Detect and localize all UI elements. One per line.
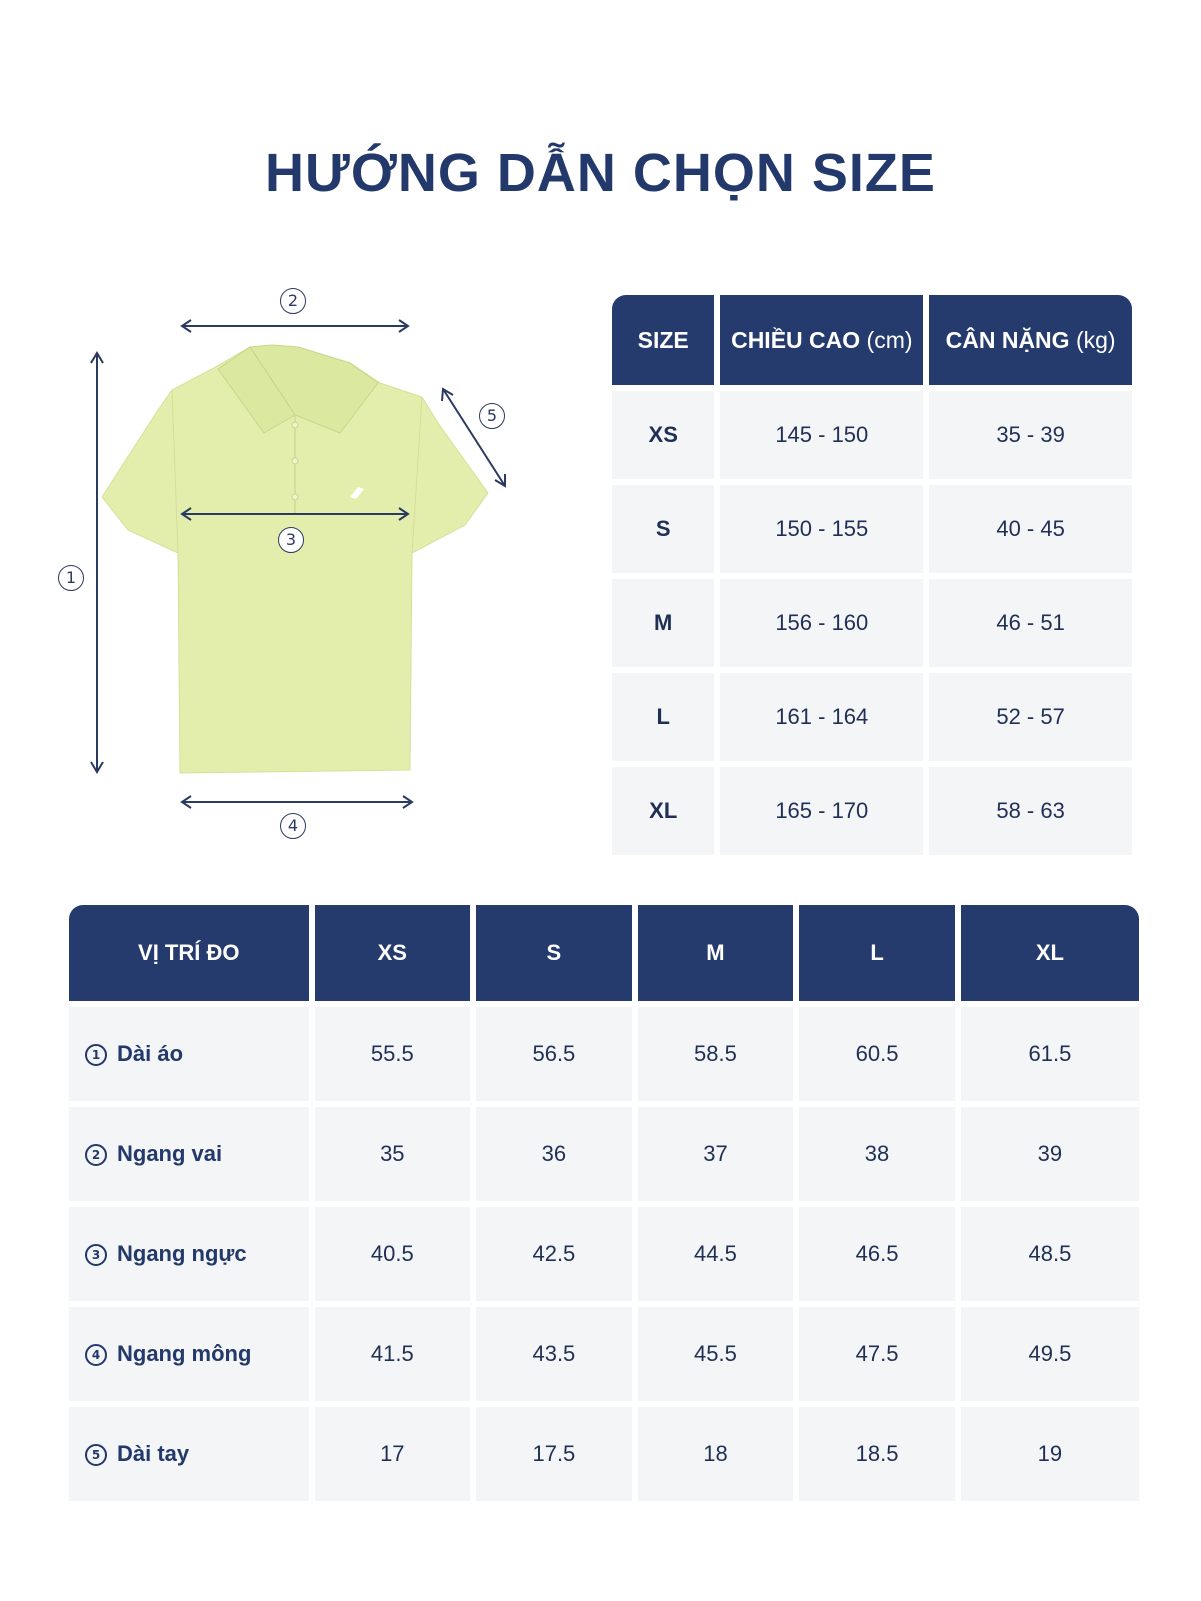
height-header-unit: (cm) (866, 326, 913, 353)
number-badge: 5 (85, 1444, 107, 1466)
size-table-header (612, 295, 1132, 385)
table-row (69, 1207, 1139, 1301)
measure-cell: 43.5 (476, 1307, 632, 1401)
measure-cell: 61.5 (961, 1007, 1139, 1101)
size-header: SIZE (612, 295, 714, 385)
size-cell: XL (612, 767, 714, 855)
table-row (69, 1307, 1139, 1401)
marker-1: 1 (58, 565, 84, 591)
height-header-label: CHIỀU CAO (731, 326, 861, 353)
measure-label (69, 1007, 309, 1101)
page-title: HƯỚNG DẪN CHỌN SIZE (265, 143, 936, 203)
measure-cell: 39 (961, 1107, 1139, 1201)
measure-cell: 36 (476, 1107, 632, 1201)
size-col-header: L (799, 905, 955, 1001)
height-cell: 156 - 160 (720, 579, 923, 667)
measure-label (69, 1407, 309, 1501)
measure-cell: 47.5 (799, 1307, 955, 1401)
table-row (69, 1007, 1139, 1101)
measure-cell: 42.5 (476, 1207, 632, 1301)
table-row (612, 579, 1132, 667)
weight-header (929, 295, 1132, 385)
measure-cell: 48.5 (961, 1207, 1139, 1301)
size-cell: L (612, 673, 714, 761)
table-row (612, 767, 1132, 855)
measure-cell: 46.5 (799, 1207, 955, 1301)
measure-cell: 40.5 (315, 1207, 471, 1301)
measure-label-text: Dài áo (117, 1041, 184, 1066)
measure-cell: 60.5 (799, 1007, 955, 1101)
size-col-header: M (638, 905, 794, 1001)
measure-label-text: Ngang vai (117, 1141, 223, 1166)
height-cell: 145 - 150 (720, 391, 923, 479)
height-header (720, 295, 923, 385)
weight-header-label: CÂN NẶNG (945, 326, 1070, 353)
marker-2: 2 (280, 288, 306, 314)
size-col-header: XS (315, 905, 471, 1001)
measure-cell: 17.5 (476, 1407, 632, 1501)
marker-3: 3 (278, 527, 304, 553)
measure-cell: 35 (315, 1107, 471, 1201)
measure-label (69, 1307, 309, 1401)
weight-cell: 40 - 45 (929, 485, 1132, 573)
table-row (69, 1407, 1139, 1501)
size-cell: S (612, 485, 714, 573)
table-row (612, 391, 1132, 479)
measure-label (69, 1107, 309, 1201)
measure-cell: 45.5 (638, 1307, 794, 1401)
size-cell: M (612, 579, 714, 667)
measure-cell: 56.5 (476, 1007, 632, 1101)
number-badge: 4 (85, 1344, 107, 1366)
measure-cell: 19 (961, 1407, 1139, 1501)
table-row (612, 673, 1132, 761)
number-badge: 2 (85, 1144, 107, 1166)
measure-label-text: Ngang mông (117, 1341, 252, 1366)
size-col-header: XL (961, 905, 1139, 1001)
measure-cell: 41.5 (315, 1307, 471, 1401)
shirt-diagram (50, 285, 530, 865)
size-col-header: S (476, 905, 632, 1001)
weight-cell: 52 - 57 (929, 673, 1132, 761)
polo-shirt-illustration (50, 285, 530, 865)
measure-cell: 58.5 (638, 1007, 794, 1101)
measure-cell: 18.5 (799, 1407, 955, 1501)
measure-label (69, 1207, 309, 1301)
height-cell: 150 - 155 (720, 485, 923, 573)
height-cell: 165 - 170 (720, 767, 923, 855)
measurement-table (63, 899, 1145, 1507)
measure-cell: 37 (638, 1107, 794, 1201)
measure-cell: 38 (799, 1107, 955, 1201)
number-badge: 1 (85, 1044, 107, 1066)
marker-4: 4 (280, 813, 306, 839)
measure-label-text: Ngang ngực (117, 1241, 247, 1266)
measure-cell: 17 (315, 1407, 471, 1501)
height-cell: 161 - 164 (720, 673, 923, 761)
size-table (606, 289, 1138, 861)
measure-label-text: Dài tay (117, 1441, 190, 1466)
size-cell: XS (612, 391, 714, 479)
position-header: VỊ TRÍ ĐO (69, 905, 309, 1001)
weight-cell: 35 - 39 (929, 391, 1132, 479)
measure-cell: 44.5 (638, 1207, 794, 1301)
table-row (612, 485, 1132, 573)
measure-cell: 18 (638, 1407, 794, 1501)
table-row (69, 1107, 1139, 1201)
weight-header-unit: (kg) (1075, 326, 1116, 353)
weight-cell: 58 - 63 (929, 767, 1132, 855)
marker-5: 5 (479, 403, 505, 429)
measure-cell: 55.5 (315, 1007, 471, 1101)
measurement-table-header (69, 905, 1139, 1001)
weight-cell: 46 - 51 (929, 579, 1132, 667)
measure-cell: 49.5 (961, 1307, 1139, 1401)
number-badge: 3 (85, 1244, 107, 1266)
